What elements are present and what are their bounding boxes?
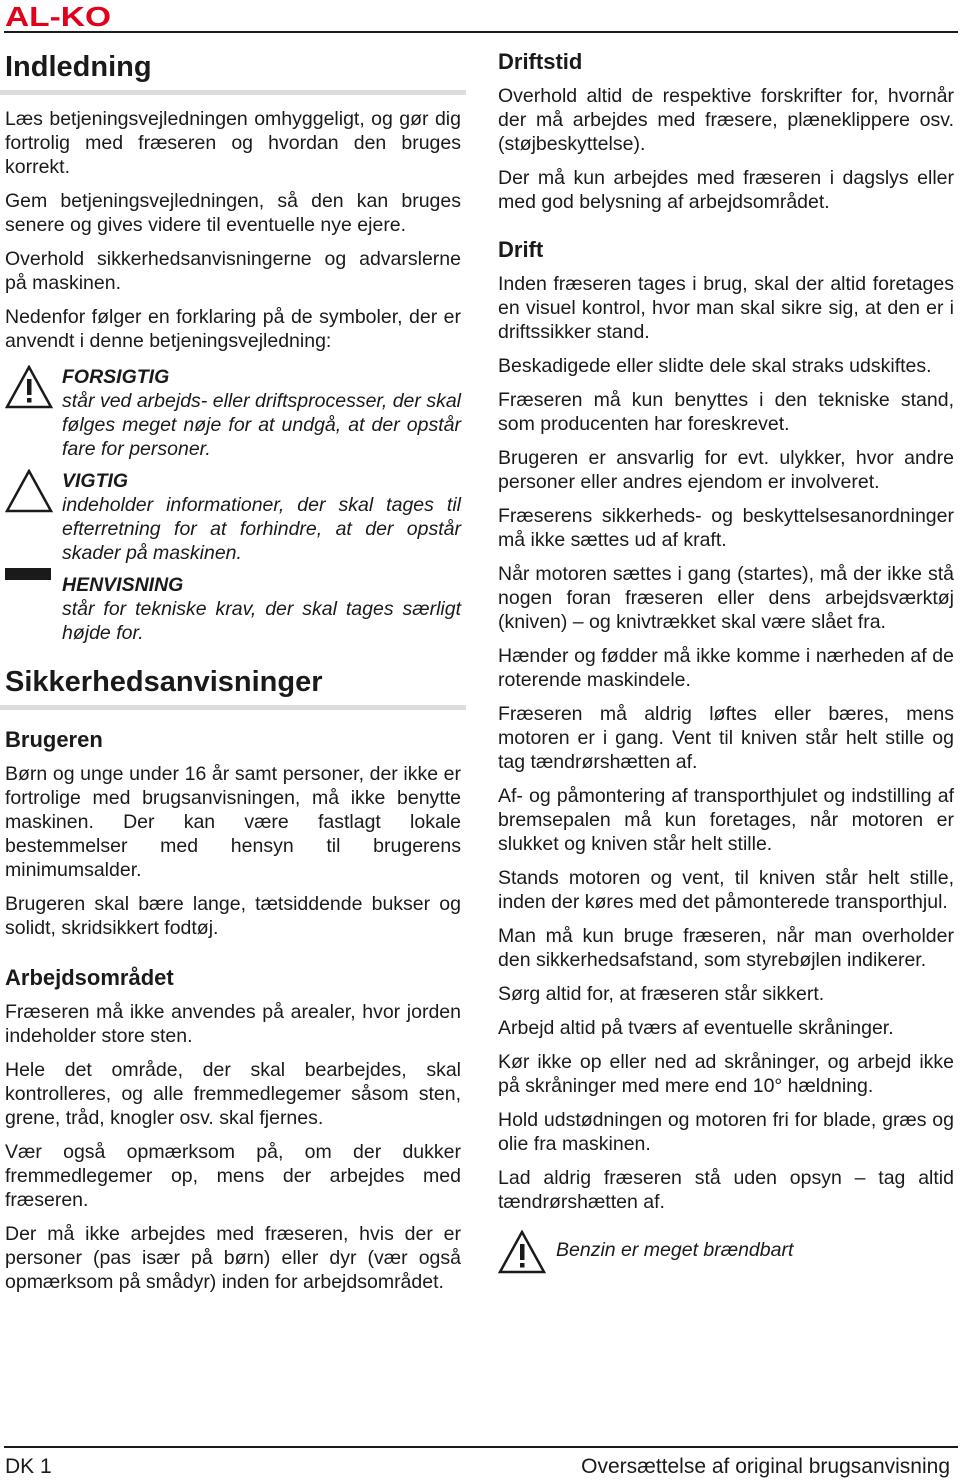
note-title: VIGTIG [62,470,129,492]
paragraph: Når motoren sættes i gang (startes), må der ikke stå nogen foran fræseren eller dens arbejdsværktøj (kniven) – og knivtrækket skal være slået fra. [498,563,954,633]
paragraph: Stands motoren og vent, til kniven står helt stille, inden der køres med det påmonterede transporthjul. [498,867,954,913]
paragraph: Overhold altid de respektive forskrifter for, hvornår der må arbejdes med fræsere, plæneklippere osv. (støjbeskyttelse). [498,85,954,155]
note-title: FORSIGTIG [62,366,170,388]
paragraph: Der må kun arbejdes med fræseren i dagslys eller med god belysning af arbejdsområdet. [498,167,954,213]
warning-text: Benzin er meget brændbart [556,1239,794,1261]
left-column [5,48,461,1304]
paragraph: Brugeren skal bære lange, tætsiddende bukser og solidt, skridsikkert fodtøj. [5,893,461,939]
paragraph: Hold udstødningen og motoren fri for blade, græs og olie fra maskinen. [498,1109,954,1155]
paragraph: Sørg altid for, at fræseren står sikkert. [498,983,825,1005]
right-column [498,48,954,1278]
paragraph: Fræserens sikkerheds- og beskyttelsesanordninger må ikke sættes ud af kraft. [498,505,954,551]
footer-rule [4,1446,958,1448]
note-henvisning [5,573,461,645]
paragraph: Kør ikke op eller ned ad skråninger, og arbejd ikke på skråninger med mere end 10° hældning. [498,1051,954,1097]
paragraph: Hænder og fødder må ikke komme i nærheden af de roterende maskindele. [498,645,954,691]
svg-text:AL-KO: AL-KO [5,3,112,29]
paragraph: Nedenfor følger en forklaring på de symboler, der er anvendt i denne betjeningsvejledning: [5,306,461,352]
paragraph: Hele det område, der skal bearbejdes, skal kontrolleres, og alle fremmedlegemer såsom sten, grene, tråd, knogler osv. skal fjernes. [5,1059,461,1129]
heading-indledning: Indledning [5,51,152,83]
heading-driftstid: Driftstid [498,49,583,74]
paragraph: Arbejd altid på tværs af eventuelle skråninger. [498,1017,894,1039]
heading-brugeren: Brugeren [5,727,103,752]
paragraph: Læs betjeningsvejledningen omhyggeligt, og gør dig fortrolig med fræseren og hvordan den bruges korrekt. [5,108,461,178]
warning-triangle-icon [5,469,53,513]
note-vigtig [5,469,461,565]
paragraph: Af- og påmontering af transporthjulet og indstilling af bremsepalen må kun foretages, når motoren er slukket og kniven står helt stille. [498,785,954,855]
paragraph: Der må ikke arbejdes med fræseren, hvis der er personer (pas især på børn) eller dyr (vær også opmærksom på smådyr) inden for arbejdsområdet. [5,1223,461,1293]
paragraph: Fræseren må kun benyttes i den tekniske stand, som producenten har foreskrevet. [498,389,954,435]
footer-caption: Oversættelse af original brugsanvisning [581,1455,950,1478]
heading-sikkerhedsanvisninger: Sikkerhedsanvisninger [5,666,323,698]
note-text: står ved arbejds- eller driftsprocesser, der skal følges meget nøje for at undgå, at der opstår fare for personer. [62,390,461,460]
warning-benzin [498,1230,954,1278]
heading-drift: Drift [498,237,544,262]
heading-rule [0,90,466,95]
heading-arbejdsomraadet: Arbejdsområdet [5,965,174,990]
paragraph: Fræseren må ikke anvendes på arealer, hvor jorden indeholder store sten. [5,1001,461,1047]
heading-rule [0,705,466,710]
paragraph: Lad aldrig fræseren stå uden opsyn – tag altid tændrørshætten af. [498,1167,954,1213]
page-number: DK 1 [5,1455,52,1478]
note-text: står for tekniske krav, der skal tages særligt højde for. [62,598,461,644]
paragraph: Beskadigede eller slidte dele skal straks udskiftes. [498,355,932,377]
note-bar-icon [5,566,53,582]
paragraph: Brugeren er ansvarlig for evt. ulykker, hvor andre personer eller andres ejendom er involveret. [498,447,954,493]
paragraph: Børn og unge under 16 år samt personer, der ikke er fortrolige med brugsanvisningen, må ikke benytte maskinen. Der kan være fastlagt lokale bestemmelser med hensyn til brugerens minimumsalder. [5,763,461,881]
warning-exclamation-icon [5,365,53,409]
paragraph: Fræseren må aldrig løftes eller bæres, mens motoren er i gang. Vent til kniven står helt stille og tag tændrørshætten af. [498,703,954,773]
paragraph: Inden fræseren tages i brug, skal der altid foretages en visuel kontrol, hvor man skal sikre sig, at den er i driftssikker stand. [498,273,954,343]
header-rule [4,31,958,33]
warning-exclamation-icon [498,1230,546,1274]
paragraph: Gem betjeningsvejledningen, så den kan bruges senere og gives videre til eventuelle nye ejere. [5,190,461,236]
paragraph: Overhold sikkerhedsanvisningerne og advarslerne på maskinen. [5,248,461,294]
note-title: HENVISNING [62,574,184,596]
paragraph: Vær også opmærksom på, om der dukker fremmedlegemer op, mens der arbejdes med fræseren. [5,1141,461,1211]
note-forsigtig [5,365,461,461]
al-ko-logo [5,3,113,29]
paragraph: Man må kun bruge fræseren, når man overholder den sikkerhedsafstand, som styrebøjlen indikerer. [498,925,954,971]
note-text: indeholder informationer, der skal tages til efterretning for at forhindre, at der opstår skader på maskinen. [62,494,461,564]
